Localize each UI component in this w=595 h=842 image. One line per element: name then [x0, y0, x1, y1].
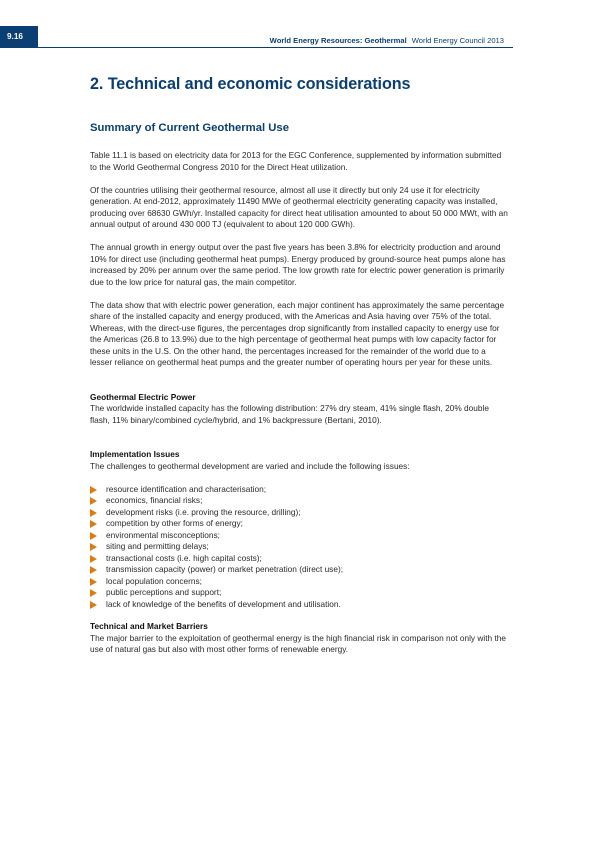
list-item [90, 587, 510, 599]
list-item-text: transmission capacity (power) or market penetration (direct use); [106, 564, 344, 574]
list-item [90, 507, 510, 519]
list-item-text: public perceptions and support; [106, 587, 222, 597]
implementation-heading: Implementation Issues [90, 449, 180, 459]
list-item [90, 541, 510, 553]
triangle-bullet-icon [90, 589, 97, 597]
summary-paragraph: Table 11.1 is based on electricity data for 2013 for the EGC Conference, supplemented by information submitted to the World Geothermal Congress 2010 for the Direct Heat utilization. [90, 150, 502, 172]
list-item [90, 553, 510, 565]
list-item [90, 599, 510, 611]
summary-paragraph: Of the countries utilising their geothermal resource, almost all use it directly but only 24 use it for electricity generation. At end-2012, approximately 11490 MWe of geothermal electricity generating capacity was installed, producing over 68630 GWh/yr. Installed capacity for direct heat utilisation amounted to about 50 000 MWt, with an annual output of around 430 000 TJ (equivalent to about 120 000 GWh). [90, 184, 508, 229]
header-rule [38, 47, 513, 48]
electric-power-text: The worldwide installed capacity has the following distribution: 27% dry steam, 41% single flash, 20% double flash, 11% binary/combined cycle/hybrid, and 1% backpressure (Bertani, 2010). [90, 403, 489, 425]
page-content [90, 74, 510, 667]
triangle-bullet-icon [90, 555, 97, 563]
list-item-text: siting and permitting delays; [106, 541, 209, 551]
list-item [90, 576, 510, 588]
list-item-text: economics, financial risks; [106, 495, 203, 505]
list-item [90, 495, 510, 507]
report-title: World Energy Resources: Geothermal [269, 36, 407, 45]
triangle-bullet-icon [90, 497, 97, 505]
section-title: Summary of Current Geothermal Use [90, 122, 290, 134]
list-item-text: environmental misconceptions; [106, 529, 220, 540]
list-item-text: development risks (i.e. proving the resource, drilling); [106, 506, 301, 517]
list-item [90, 564, 510, 576]
electric-power-heading: Geothermal Electric Power [90, 391, 196, 402]
triangle-bullet-icon [90, 486, 97, 494]
summary-paragraph: The annual growth in energy output over the past five years has been 3.8% for electricity production and around 10% for direct use (including geothermal heat pumps). Energy produced by ground-source heat pumps alone has increased by 20% per annum over the same period. The low growth rate for electric power generation is primarily due to the low price for natural gas, the main competitor. [90, 242, 506, 287]
implementation-intro: The challenges to geothermal development are varied and include the following issues: [90, 460, 410, 471]
summary-paragraph: The data show that with electric power generation, each major continent has approximately the same percentage share of the installed capacity and energy produced, with the Americas and Asia having over 75% of the total. Whereas, with the direct-use figures, the percentages drop significantly from installed capacity to energy use for the Americas (26.8 to 13.9%) due to the high percentage of geothermal heat pumps with low capacity factor for these units in the U.S. On the other hand, the percentages increased for the remainder of the world due to a lesser reliance on geothermal heat pumps and the greater number of operating hours per year for these units. [90, 299, 505, 367]
triangle-bullet-icon [90, 520, 97, 528]
triangle-bullet-icon [90, 566, 97, 574]
triangle-bullet-icon [90, 601, 97, 609]
barriers-heading: Technical and Market Barriers [90, 621, 208, 631]
organisation-name: World Energy Council 2013 [411, 36, 504, 45]
list-item-text: local population concerns; [106, 575, 202, 586]
page-number: 9.16 [7, 32, 23, 41]
list-item-text: lack of knowledge of the benefits of development and utilisation. [106, 598, 341, 609]
issues-list [90, 484, 510, 611]
running-header [270, 36, 504, 45]
triangle-bullet-icon [90, 543, 97, 551]
list-item [90, 484, 510, 496]
page-number-tab [0, 26, 38, 48]
list-item [90, 518, 510, 530]
triangle-bullet-icon [90, 578, 97, 586]
list-item-text: resource identification and characterisation; [106, 483, 267, 494]
list-item [90, 530, 510, 542]
list-item-text: competition by other forms of energy; [106, 518, 243, 528]
barriers-text: The major barrier to the exploitation of geothermal energy is the high financial risk in comparison not only with the use of natural gas but also with most other forms of renewable energy. [90, 632, 506, 654]
chapter-title: 2. Technical and economic considerations [90, 75, 411, 93]
triangle-bullet-icon [90, 509, 97, 517]
list-item-text: transactional costs (i.e. high capital costs); [106, 552, 262, 563]
triangle-bullet-icon [90, 532, 97, 540]
